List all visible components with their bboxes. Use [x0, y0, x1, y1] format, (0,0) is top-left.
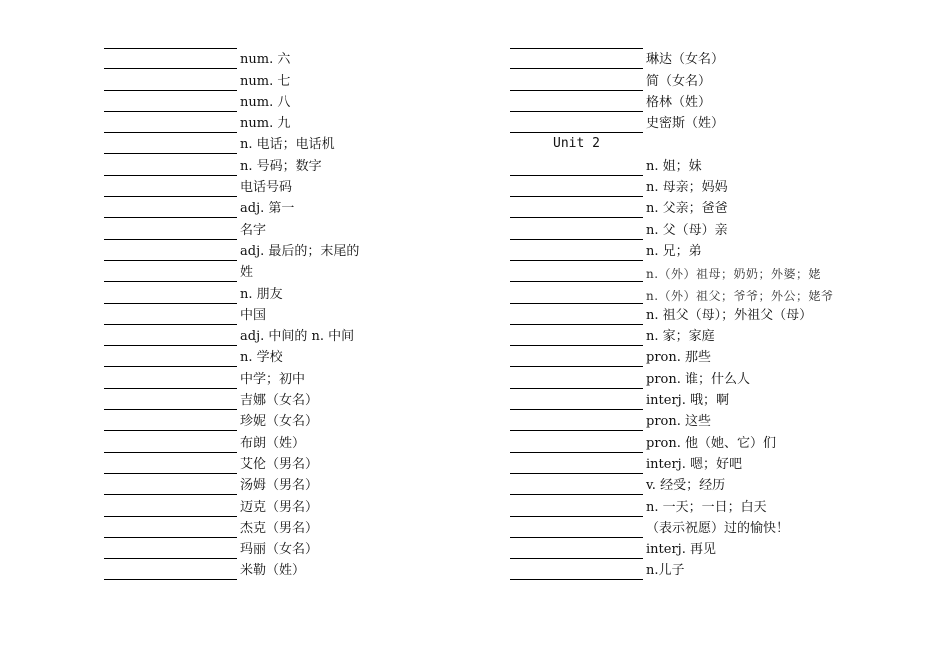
answer-blank[interactable]	[510, 69, 643, 90]
word-meaning: 史密斯（姓）	[646, 116, 725, 132]
answer-blank[interactable]	[104, 197, 237, 218]
vocab-row	[104, 453, 359, 474]
word-meaning: n.儿子	[646, 563, 685, 579]
vocab-row	[510, 154, 834, 175]
word-meaning: 名字	[240, 222, 267, 238]
vocab-row	[510, 112, 834, 133]
answer-blank[interactable]	[104, 389, 237, 410]
word-meaning: 中学；初中	[240, 371, 306, 387]
answer-blank[interactable]	[510, 218, 643, 239]
word-meaning: n. 号码；数字	[240, 158, 322, 174]
vocab-row	[104, 346, 359, 367]
word-meaning: interj. 嗯；好吧	[646, 456, 742, 472]
vocab-row	[104, 240, 359, 261]
answer-blank[interactable]	[104, 154, 237, 175]
answer-blank[interactable]	[510, 112, 643, 133]
word-meaning: num. 六	[240, 52, 291, 68]
word-meaning: 电话号码	[240, 180, 293, 196]
word-meaning: num. 八	[240, 94, 291, 110]
unit-heading: Unit 2	[553, 136, 600, 152]
answer-blank[interactable]	[510, 410, 643, 431]
word-meaning: interj. 哦；啊	[646, 393, 729, 409]
answer-blank[interactable]	[510, 474, 643, 495]
vocab-row	[104, 474, 359, 495]
vocab-row	[104, 197, 359, 218]
answer-blank[interactable]	[104, 69, 237, 90]
word-meaning: n. 电话；电话机	[240, 137, 335, 153]
vocab-row	[510, 453, 834, 474]
word-meaning: n. 家；家庭	[646, 329, 715, 345]
answer-blank[interactable]	[104, 538, 237, 559]
vocab-row	[104, 69, 359, 90]
word-meaning: 吉娜（女名）	[240, 393, 319, 409]
answer-blank[interactable]	[510, 538, 643, 559]
word-meaning: n.（外）祖母；奶奶；外婆；姥	[646, 268, 822, 282]
answer-blank[interactable]	[510, 176, 643, 197]
word-meaning: pron. 谁；什么人	[646, 371, 751, 387]
vocab-row	[510, 410, 834, 431]
vocab-row	[104, 154, 359, 175]
vocab-row	[104, 559, 359, 580]
word-meaning: n.（外）祖父；爷爷；外公；姥爷	[646, 289, 834, 303]
answer-blank[interactable]	[104, 48, 237, 69]
answer-blank[interactable]	[104, 240, 237, 261]
vocab-row	[510, 218, 834, 239]
vocab-row	[104, 431, 359, 452]
vocab-row	[510, 538, 834, 559]
answer-blank[interactable]	[104, 282, 237, 303]
word-meaning: 艾伦（男名）	[240, 456, 319, 472]
word-meaning: 迈克（男名）	[240, 499, 319, 515]
vocab-row	[104, 538, 359, 559]
word-meaning: pron. 他（她、它）们	[646, 435, 777, 451]
answer-blank[interactable]	[104, 91, 237, 112]
vocab-row	[104, 282, 359, 303]
word-meaning: n. 朋友	[240, 286, 283, 302]
vocab-row	[104, 410, 359, 431]
vocab-row	[510, 240, 834, 261]
vocab-row	[510, 197, 834, 218]
word-meaning: 珍妮（女名）	[240, 414, 319, 430]
answer-blank[interactable]	[104, 410, 237, 431]
answer-blank[interactable]	[510, 346, 643, 367]
word-meaning: 汤姆（男名）	[240, 478, 319, 494]
vocab-row	[510, 431, 834, 452]
word-meaning: pron. 这些	[646, 414, 712, 430]
answer-blank[interactable]	[104, 112, 237, 133]
vocab-row	[510, 91, 834, 112]
word-meaning: 布朗（姓）	[240, 435, 306, 451]
vocab-row	[104, 133, 359, 154]
word-meaning: adj. 中间的 n. 中间	[240, 329, 355, 345]
word-meaning: interj. 再见	[646, 542, 716, 558]
answer-blank[interactable]	[104, 133, 237, 154]
answer-blank[interactable]	[510, 91, 643, 112]
left-vocabulary-column	[104, 48, 359, 580]
word-meaning: n. 祖父（母）；外祖父（母）	[646, 307, 813, 323]
word-meaning: n. 学校	[240, 350, 283, 366]
answer-blank[interactable]	[510, 304, 643, 325]
vocab-row	[510, 559, 834, 580]
vocab-row	[104, 304, 359, 325]
vocab-row	[104, 91, 359, 112]
vocab-row	[510, 389, 834, 410]
vocab-row	[510, 261, 834, 282]
word-meaning: n. 母亲；妈妈	[646, 180, 728, 196]
vocab-row	[510, 325, 834, 346]
vocab-row	[510, 48, 834, 69]
answer-blank[interactable]	[510, 197, 643, 218]
word-meaning: 格林（姓）	[646, 94, 712, 110]
vocab-row	[510, 282, 834, 303]
word-meaning: 杰克（男名）	[240, 520, 319, 536]
word-meaning: 米勒（姓）	[240, 563, 306, 579]
word-meaning: v. 经受；经历	[646, 478, 726, 494]
vocab-row	[510, 176, 834, 197]
vocab-row	[104, 367, 359, 388]
word-meaning: n. 父（母）亲	[646, 222, 728, 238]
answer-blank[interactable]	[104, 367, 237, 388]
answer-blank[interactable]	[510, 240, 643, 261]
vocab-row	[510, 517, 834, 538]
answer-blank[interactable]	[510, 431, 643, 452]
answer-blank[interactable]	[510, 48, 643, 69]
word-meaning: （表示祝愿）过的愉快！	[646, 520, 790, 536]
vocab-row	[510, 69, 834, 90]
answer-blank[interactable]	[104, 346, 237, 367]
vocab-row	[510, 474, 834, 495]
word-meaning: num. 七	[240, 73, 291, 89]
answer-blank[interactable]	[510, 517, 643, 538]
answer-blank[interactable]	[510, 453, 643, 474]
answer-blank[interactable]	[510, 282, 643, 303]
vocab-row	[104, 112, 359, 133]
answer-blank[interactable]	[104, 304, 237, 325]
unit-heading-row	[510, 133, 834, 154]
vocab-row	[510, 346, 834, 367]
answer-blank[interactable]	[510, 325, 643, 346]
answer-blank[interactable]	[104, 474, 237, 495]
vocab-row	[104, 261, 359, 282]
answer-blank[interactable]	[104, 559, 237, 580]
answer-blank[interactable]	[510, 367, 643, 388]
vocab-row	[104, 48, 359, 69]
answer-blank[interactable]	[510, 154, 643, 175]
answer-blank[interactable]	[104, 495, 237, 516]
word-meaning: n. 姐；妹	[646, 158, 702, 174]
vocab-row	[104, 218, 359, 239]
vocab-row	[104, 389, 359, 410]
word-meaning: adj. 最后的；末尾的	[240, 243, 360, 259]
word-meaning: 玛丽（女名）	[240, 542, 319, 558]
answer-blank[interactable]	[104, 176, 237, 197]
word-meaning: 姓	[240, 265, 254, 281]
right-vocabulary-column	[510, 48, 834, 580]
word-meaning: n. 一天；一日；白天	[646, 499, 767, 515]
answer-blank[interactable]	[510, 261, 643, 282]
word-meaning: num. 九	[240, 116, 291, 132]
word-meaning: 琳达（女名）	[646, 52, 725, 68]
vocab-row	[104, 495, 359, 516]
word-meaning: 简（女名）	[646, 73, 712, 89]
word-meaning: adj. 第一	[240, 201, 295, 217]
vocab-row	[510, 495, 834, 516]
answer-blank[interactable]	[104, 325, 237, 346]
answer-blank[interactable]	[104, 453, 237, 474]
answer-blank[interactable]	[104, 431, 237, 452]
vocab-row	[510, 304, 834, 325]
word-meaning: n. 父亲；爸爸	[646, 201, 728, 217]
vocab-row	[104, 325, 359, 346]
answer-blank[interactable]	[104, 517, 237, 538]
vocab-row	[510, 367, 834, 388]
answer-blank[interactable]	[510, 495, 643, 516]
answer-blank[interactable]	[510, 389, 643, 410]
word-meaning: 中国	[240, 307, 267, 323]
word-meaning: n. 兄；弟	[646, 243, 702, 259]
vocab-row	[104, 517, 359, 538]
answer-blank[interactable]	[104, 218, 237, 239]
word-meaning: pron. 那些	[646, 350, 712, 366]
answer-blank[interactable]	[510, 559, 643, 580]
vocab-row	[104, 176, 359, 197]
answer-blank[interactable]	[104, 261, 237, 282]
